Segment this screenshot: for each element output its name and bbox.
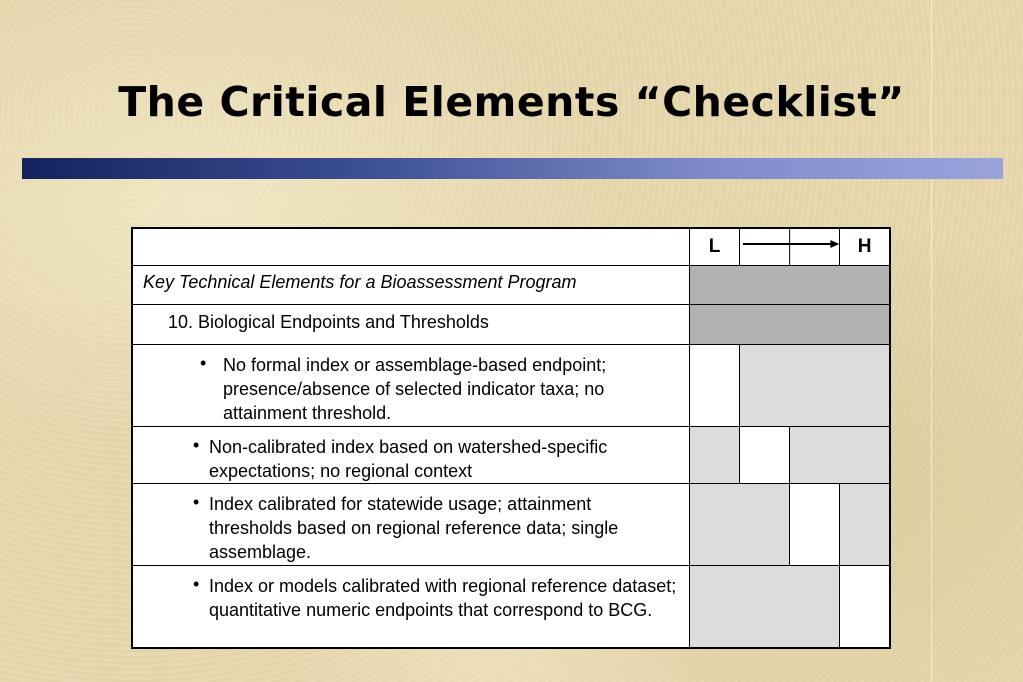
subsection-title-row	[132, 305, 890, 345]
low-to-high-arrow	[740, 228, 840, 266]
level-marker-cell	[840, 566, 890, 648]
bullet-icon: •	[200, 353, 207, 373]
critical-elements-table	[131, 227, 891, 649]
level-2-description-cell	[132, 427, 689, 484]
level-shade-cell	[689, 566, 839, 648]
level-shade-cell	[689, 427, 739, 484]
title-underline-bar	[22, 158, 1003, 179]
level-shade-cell	[840, 484, 890, 566]
bullet-icon: •	[193, 492, 200, 512]
level-4-description: Index or models calibrated with regional reference dataset; quantitative numeric endpoints that correspond to BCG.	[209, 576, 677, 620]
bullet-icon: •	[193, 574, 200, 594]
slide-title: The Critical Elements “Checklist”	[118, 78, 905, 126]
level-marker-cell	[689, 345, 739, 427]
table-row	[132, 566, 890, 648]
table-header-row	[132, 228, 890, 266]
table-row	[132, 345, 890, 427]
table-row	[132, 427, 890, 484]
level-3-description-cell	[132, 484, 689, 566]
level-4-description-cell	[132, 566, 689, 648]
header-blank-cell	[132, 228, 689, 266]
bullet-icon: •	[193, 435, 200, 455]
section-shade-cell	[689, 266, 890, 305]
level-2-description: Non-calibrated index based on watershed-specific expectations; no regional context	[209, 437, 608, 481]
table-row	[132, 484, 890, 566]
level-marker-cell	[740, 427, 790, 484]
level-shade-cell	[740, 345, 890, 427]
level-1-description-cell	[132, 345, 689, 427]
level-1-description: No formal index or assemblage-based endpoint; presence/absence of selected indicator taxa; no attainment threshold.	[223, 355, 607, 423]
header-low-label: L	[689, 228, 739, 266]
section-title: Key Technical Elements for a Bioassessment Program	[132, 266, 689, 305]
level-shade-cell	[689, 484, 789, 566]
level-marker-cell	[790, 484, 840, 566]
level-3-description: Index calibrated for statewide usage; attainment thresholds based on regional reference data; single assemblage.	[209, 494, 619, 562]
subsection-title: 10. Biological Endpoints and Thresholds	[132, 305, 689, 345]
section-title-row	[132, 266, 890, 305]
level-shade-cell	[790, 427, 890, 484]
subsection-shade-cell	[689, 305, 890, 345]
arrow-right-icon	[740, 229, 839, 265]
header-high-label: H	[840, 228, 890, 266]
